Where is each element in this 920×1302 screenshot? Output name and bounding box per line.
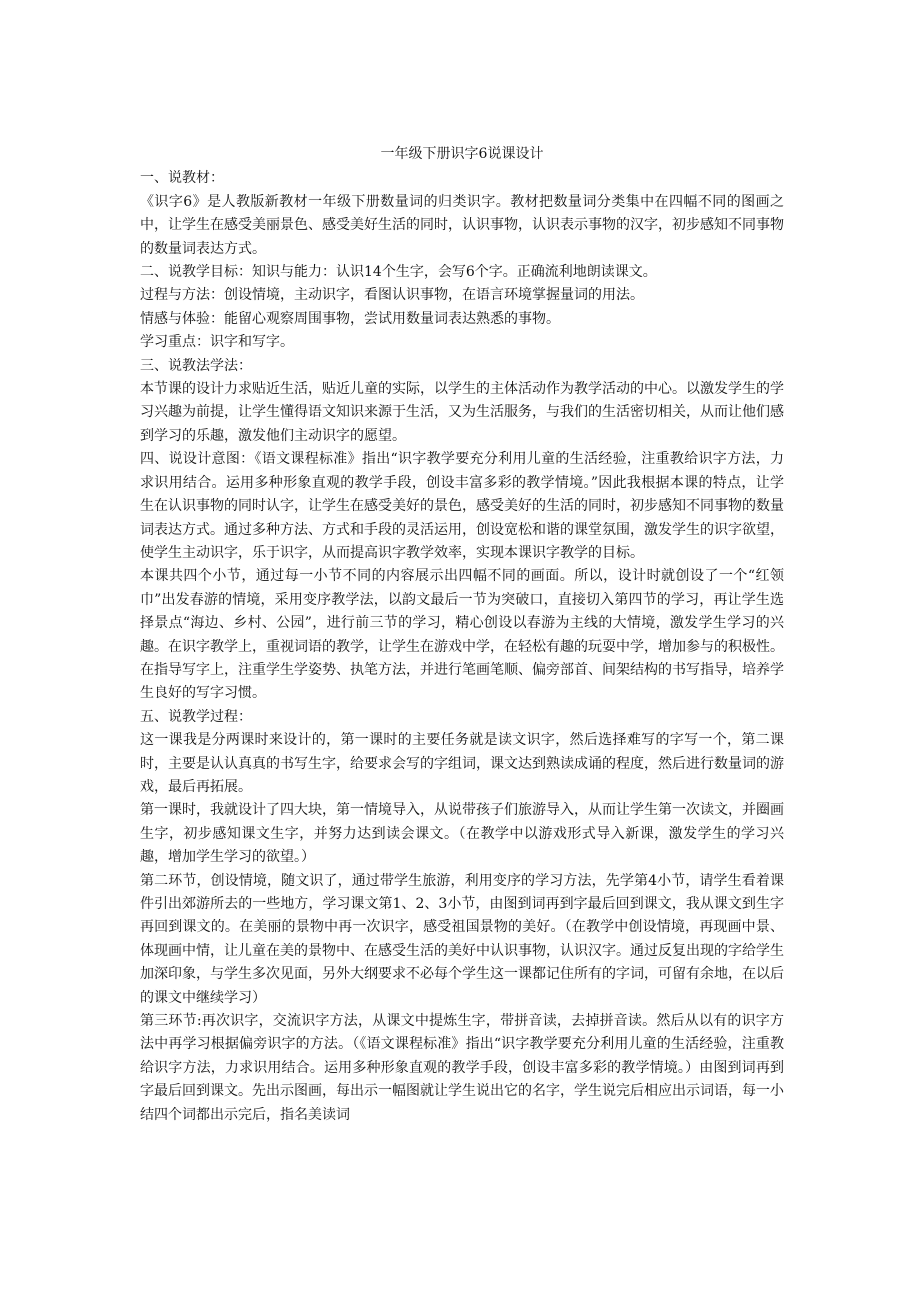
- paragraph-textbook-intro: 《识字6》是人教版新教材一年级下册数量词的归类识字。教材把数量词分类集中在四幅不同的图画之中，让学生在感受美丽景色、感受美好生活的同时，认识事物，认识表示事物的汉字，初步感知不同事物的数量词表达方式。: [140, 193, 784, 257]
- paragraph-process-method: 过程与方法：创设情境，主动识字，看图认识事物，在语言环境掌握量词的用法。: [140, 287, 644, 304]
- paragraph-design-intent: 四、说设计意图：《语文课程标准》指出“识字教学要充分利用儿童的生活经验，注重教给识字方法，力求识用结合。运用多种形象直观的教学手段，创设丰富多彩的教学情境。”因此我根据本课的特点，让学生在认识事物的同时认字，让学生在感受美好的景色，感受美好的生活的同时，初步感知不同事物的数量词表达方式。通过多种方法、方式和手段的灵活运用，创设宽松和谐的课堂氛围，激发学生的识字欲望，使学生主动识字，乐于识字，从而提高识字教学效率，实现本课识字教学的目标。: [140, 451, 784, 561]
- paragraph-second-step: 第二环节，创设情境，随文识了，通过带学生旅游，利用变序的学习方法，先学第4小节，请学生看着课件引出郊游所去的一些地方，学习课文第1、2、3小节，由图到词再到字最后回到课文，我从课文到生字再回到课文的。在美丽的景物中再一次识字，感受祖国景物的美好。（在教学中创设情境，再现画中景、体现画中情，让儿童在美的景物中、在感受生活的美好中认识事物，认识汉字。通过反复出现的字给学生加深印象，与学生多次见面，另外大纲要求不必每个学生这一课都记住所有的字词，可留有余地，在以后的课文中继续学习）: [140, 872, 784, 1006]
- paragraph-key-points: 学习重点：识字和写字。: [140, 334, 294, 351]
- document-page: [140, 143, 784, 1127]
- paragraph-third-step: 第三环节:再次识字，交流识字方法，从课文中提炼生字，带拼音读，去掉拼音读。然后从以有的识字方法中再学习根据偏旁识字的方法。（《语文课程标准》指出“识字教学要充分利用儿童的生活经验，注重教给识字方法，力求识用结合。运用多种形象直观的教学手段，创设丰富多彩的教学情境。）由图到词再到字最后回到课文。先出示图画，每出示一幅图就让学生说出它的名字，学生说完后相应出示词语，每一小结四个词都出示完后，指名美读词: [140, 1013, 784, 1123]
- section-heading-process: 五、说教学过程：: [140, 708, 252, 725]
- paragraph-four-sections: 本课共四个小节，通过每一小节不同的内容展示出四幅不同的画面。所以，设计时就创设了一个“红领巾”出发春游的情境，采用变序教学法，以韵文最后一节为突破口，直接切入第四节的学习，再让学生选择景点“海边、乡村、公园”，进行前三节的学习，精心创设以春游为主线的大情境，激发学生学习的兴趣。在识字教学上，重视词语的教学，让学生在游戏中学，在轻松有趣的玩耍中学，增加参与的积极性。在指导写字上，注重学生学姿势、执笔方法，并进行笔画笔顺、偏旁部首、间架结构的书写指导，培养学生良好的写字习惯。: [140, 568, 784, 702]
- section-heading-methods: 三、说教法学法：: [140, 357, 252, 374]
- paragraph-two-lessons: 这一课我是分两课时来设计的，第一课时的主要任务就是读文识字，然后选择难写的字写一个，第二课时，主要是认认真真的书写生字，给要求会写的字组词，课文达到熟读成诵的程度，然后进行数量词的游戏，最后再拓展。: [140, 732, 784, 795]
- document-title: 一年级下册识字6说课设计: [380, 146, 544, 162]
- paragraph-methods: 本节课的设计力求贴近生活，贴近儿童的实际，以学生的主体活动作为教学活动的中心。以激发学生的学习兴趣为前提，让学生懂得语文知识来源于生活，又为生活服务，与我们的生活密切相关，从而让他们感到学习的乐趣，激发他们主动识字的愿望。: [140, 381, 784, 444]
- paragraph-emotion-experience: 情感与体验：能留心观察周围事物，尝试用数量词表达熟悉的事物。: [140, 310, 560, 327]
- paragraph-teaching-goals: 二、说教学目标：知识与能力：认识14个生字，会写6个字。正确流利地朗读课文。: [140, 264, 657, 281]
- section-heading-textbook: 一、说教材：: [140, 170, 224, 187]
- paragraph-first-lesson: 第一课时，我就设计了四大块，第一情境导入，从说带孩子们旅游导入，从而让学生第一次读文，并圈画生字，初步感知课文生字，并努力达到读会课文。（在教学中以游戏形式导入新课，激发学生的学习兴趣，增加学生学习的欲望。）: [140, 802, 784, 866]
